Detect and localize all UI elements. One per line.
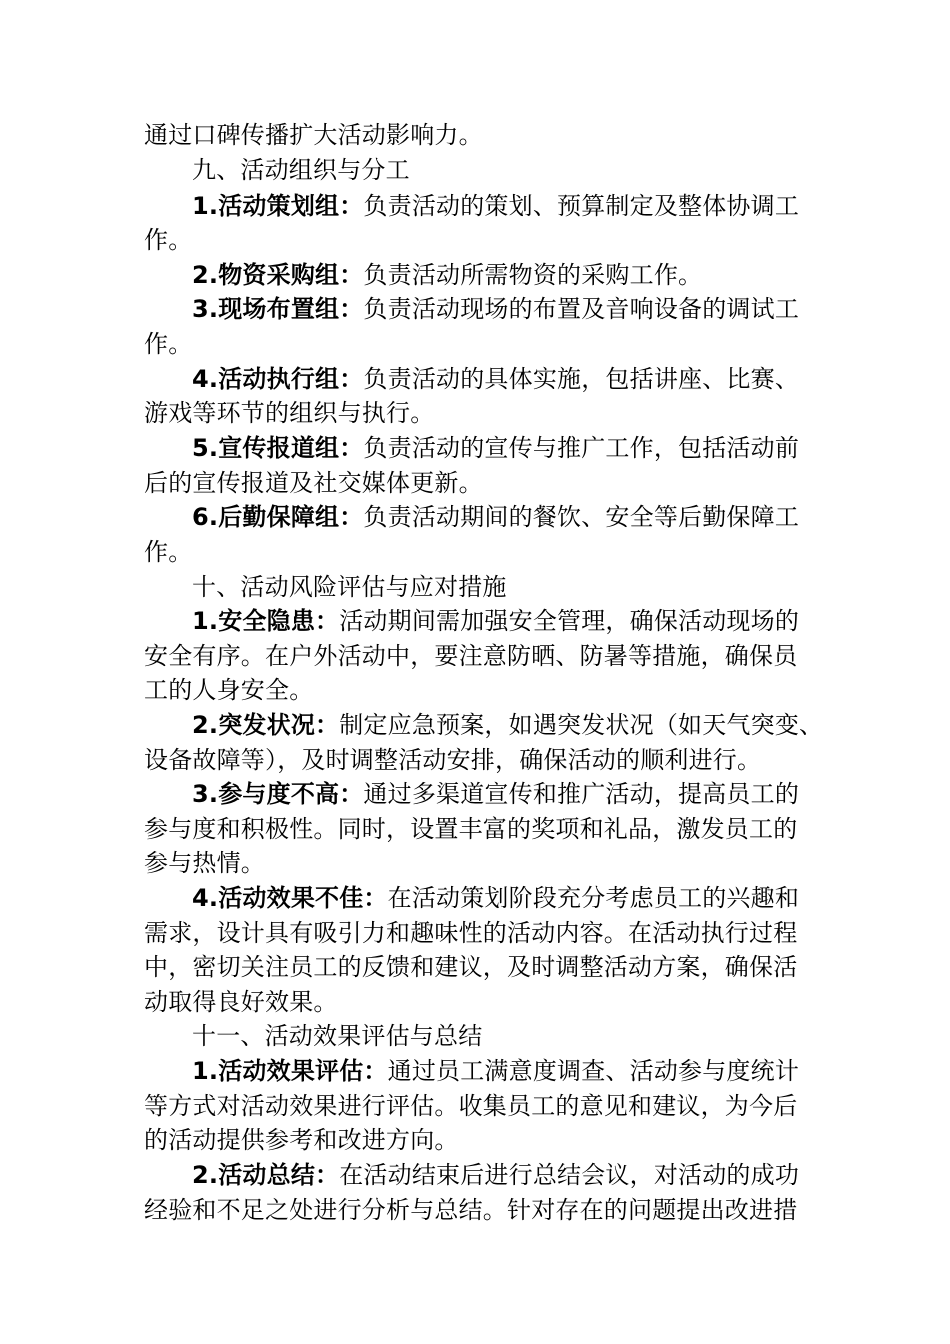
list-item-safety-hazard bbox=[192, 604, 799, 638]
section-heading-11: 十一、活动效果评估与总结 bbox=[192, 1022, 483, 1050]
body-text-line: 中，密切关注员工的反馈和建议，及时调整活动方案，确保活 bbox=[144, 953, 798, 981]
item-label: 1.活动效果评估： bbox=[192, 1057, 388, 1085]
item-label: 1.安全隐患： bbox=[192, 607, 340, 635]
item-text: 负责活动所需物资的采购工作。 bbox=[363, 261, 703, 289]
body-text-line: 经验和不足之处进行分析与总结。针对存在的问题提出改进措 bbox=[144, 1196, 798, 1224]
body-text-line: 通过口碑传播扩大活动影响力。 bbox=[144, 121, 483, 149]
item-label: 3.参与度不高： bbox=[192, 780, 364, 808]
body-text-line: 后的宣传报道及社交媒体更新。 bbox=[144, 469, 483, 497]
item-label: 6.后勤保障组： bbox=[192, 503, 364, 531]
item-label: 5.宣传报道组： bbox=[192, 434, 364, 462]
item-text: 通过多渠道宣传和推广活动，提高员工的 bbox=[363, 780, 800, 808]
item-label: 2.活动总结： bbox=[192, 1161, 340, 1189]
body-text-line: 安全有序。在户外活动中，要注意防晒、防暑等措施，确保员 bbox=[144, 642, 798, 670]
item-label: 3.现场布置组： bbox=[192, 295, 364, 323]
list-item-execution-group bbox=[192, 362, 799, 396]
item-text: 在活动结束后进行总结会议，对活动的成功 bbox=[339, 1161, 800, 1189]
body-text-line: 设备故障等），及时调整活动安排，确保活动的顺利进行。 bbox=[144, 746, 762, 774]
item-text: 通过员工满意度调查、活动参与度统计 bbox=[387, 1057, 800, 1085]
item-text: 负责活动期间的餐饮、安全等后勤保障工 bbox=[363, 503, 800, 531]
body-text-line: 动取得良好效果。 bbox=[144, 988, 338, 1016]
item-label: 2.突发状况： bbox=[192, 711, 340, 739]
item-label: 1.活动策划组： bbox=[192, 192, 364, 220]
item-text: 负责活动的具体实施，包括讲座、比赛、 bbox=[363, 365, 800, 393]
item-text: 负责活动的宣传与推广工作，包括活动前 bbox=[363, 434, 800, 462]
list-item-planning-group bbox=[192, 189, 799, 223]
list-item-low-participation bbox=[192, 777, 799, 811]
item-label: 4.活动执行组： bbox=[192, 365, 364, 393]
body-text-line: 等方式对活动效果进行评估。收集员工的意见和建议，为今后 bbox=[144, 1092, 798, 1120]
item-text: 制定应急预案，如遇突发状况（如天气突变、 bbox=[339, 711, 824, 739]
list-item-emergency bbox=[192, 708, 823, 742]
section-heading-9: 九、活动组织与分工 bbox=[192, 156, 410, 184]
item-label: 4.活动效果不佳： bbox=[192, 884, 388, 912]
body-text-line: 作。 bbox=[144, 226, 193, 254]
body-text-line: 作。 bbox=[144, 538, 193, 566]
item-text: 在活动策划阶段充分考虑员工的兴趣和 bbox=[387, 884, 800, 912]
body-text-line: 工的人身安全。 bbox=[144, 676, 314, 704]
body-text-line: 参与度和积极性。同时，设置丰富的奖项和礼品，激发员工的 bbox=[144, 815, 798, 843]
list-item-procurement-group bbox=[192, 258, 702, 292]
body-text-line: 需求，设计具有吸引力和趣味性的活动内容。在活动执行过程 bbox=[144, 919, 798, 947]
list-item-summary bbox=[192, 1158, 799, 1192]
section-heading-10: 十、活动风险评估与应对措施 bbox=[192, 573, 507, 601]
body-text-line: 的活动提供参考和改进方向。 bbox=[144, 1126, 459, 1154]
body-text-line: 参与热情。 bbox=[144, 849, 265, 877]
list-item-publicity-group bbox=[192, 431, 799, 465]
body-text-line: 游戏等环节的组织与执行。 bbox=[144, 399, 435, 427]
body-text-line: 作。 bbox=[144, 330, 193, 358]
list-item-poor-effect bbox=[192, 881, 799, 915]
item-text: 活动期间需加强安全管理，确保活动现场的 bbox=[339, 607, 800, 635]
list-item-layout-group bbox=[192, 292, 799, 326]
item-label: 2.物资采购组： bbox=[192, 261, 364, 289]
list-item-effect-evaluation bbox=[192, 1054, 799, 1088]
item-text: 负责活动的策划、预算制定及整体协调工 bbox=[363, 192, 800, 220]
list-item-logistics-group bbox=[192, 500, 799, 534]
item-text: 负责活动现场的布置及音响设备的调试工 bbox=[363, 295, 800, 323]
